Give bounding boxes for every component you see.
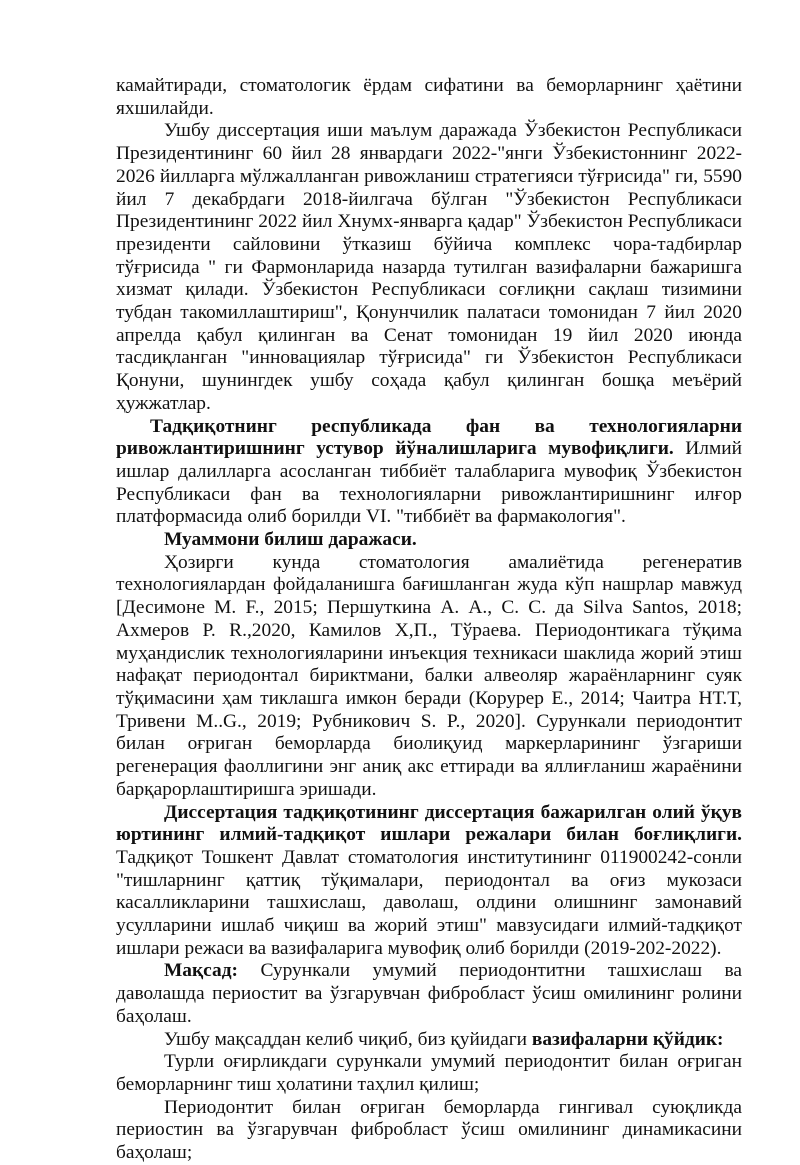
document-body — [116, 75, 742, 1165]
tasks-intro-text: Ушбу мақсаддан келиб чиқиб, биз қуйидаги — [164, 1028, 532, 1050]
tasks-heading: вазифаларни қўйдик: — [531, 1028, 724, 1050]
goal-heading: Мақсад: — [164, 960, 238, 982]
paragraph-task-2: Периодонтит билан оғриган беморларда гингивал суюқликда периостин ва ўзгарувчан фибробласт ўсиш омилининг динамикасини баҳолаш; — [116, 1096, 742, 1164]
research-priority-text: Илмий ишлар далилларга асосланган тиббиёт талабларига мувофиқ Ўзбекистон Республикаси фан ва технологияларни ривожлантиришнинг илғор платформасида олиб борилди VI. "тиббиёт ва фармакология". — [116, 438, 742, 528]
paragraph-research-plan-link — [116, 802, 742, 961]
goal-text: Сурункали умумий периодонтитни ташхислаш ва даволашда периостит ва ўзгарувчан фибробласт ўсиш омилининг ролини баҳолаш. — [116, 960, 742, 1027]
paragraph-task-1: Турли оғирликдаги сурункали умумий периодонтит билан оғриган беморларнинг тиш ҳолатини таҳлил қилиш; — [116, 1051, 742, 1095]
research-plan-heading: Диссертация тадқиқотининг диссертация бажарилган олий ўқув юртининг илмий-тадқиқот ишлари режалари билан боғлиқлиги. — [116, 801, 742, 846]
paragraph-tasks-intro — [116, 1029, 742, 1052]
paragraph-intro-continuation: камайтиради, стоматологик ёрдам сифатини ва беморларнинг ҳаётини яхшилайди. — [116, 75, 742, 119]
research-priority-heading: Тадқиқотнинг республикада фан ва технологияларни ривожлантиришнинг устувор йўналишларига мувофиқлиги. — [116, 415, 742, 460]
paragraph-legal-basis: Ушбу диссертация иши маълум даражада Ўзбекистон Республикаси Президентининг 60 йил 28 январдаги 2022-"янги Ўзбекистоннинг 2022-2026 йилларга мўлжалланган ривожланиш стратегияси тўғрисида" ги, 5590 йил 7 декабрдаги 2018-йилгача бўлган "Ўзбекистон Республикаси Президентининг 2022 йил Хнумх-январга қадар" Ўзбекистон Республикаси президенти сайловини ўтказиш бўйича комплекс чора-тадбирлар тўғрисида " ги Фармонларида назарда тутилган вазифаларни бажаришга хизмат қилади. Ўзбекистон Республикаси соғлиқни сақлаш тизимини тубдан такомиллаштириш", Қонунчилик палатаси томонидан 7 йил 2020 апрелда қабул қилинган ва Сенат томонидан 19 йил 2020 июнда тасдиқланган "инновациялар тўғрисида" ги Ўзбекистон Республикаси Қонуни, шунингдек ушбу соҳада қабул қилинган бошқа меъёрий ҳужжатлар. — [116, 120, 742, 414]
paragraph-knowledge-level-heading — [116, 529, 742, 552]
paragraph-research-priority — [116, 416, 742, 530]
paragraph-goal — [116, 960, 742, 1028]
knowledge-level-heading: Муаммони билиш даражаси. — [164, 529, 417, 551]
research-plan-text: Тадқиқот Тошкент Давлат стоматология институтининг 011900242-сонли "тишларнинг қаттиқ тўқималари, периодонтал ва оғиз мукозаси касалликларини ташхислаш, даволаш, олдини олишнинг замонавий усулларини ишлаб чиқиш ва жорий этиш" мавзусидаги илмий-тадқиқот ишлари режаси ва вазифаларига мувофиқ олиб борилди (2019-202-2022). — [116, 846, 742, 959]
paragraph-literature-review: Ҳозирги кунда стоматология амалиётида регенератив технологиялардан фойдаланишга бағишланган жуда кўп нашрлар мавжуд [Десимоне M. F., 2015; Першуткина А. А., С. С. да Silva Santos, 2018; Ахмеров Р. R.,2020, Камилов Х,П., Тўраева. Периодонтикага тўқима муҳандислик технологияларини инъекция техникаси шаклида жорий этиш нафақат периодонтал бириктмани, балки алвеоляр жараёнларнинг суяк тўқимасини ҳам тиклашга имкон беради (Корурер E., 2014; Чаитра НТ.Т, Тривени M..G., 2019; Рубникович S. P., 2020]. Сурункали периодонтит билан оғриган беморларда биолиқуид маркерларининг ўзгариши регенерация фаоллигини энг аниқ акс еттиради ва яллиғланиш жараёнини барқарорлаштиришга эришади. — [116, 551, 742, 800]
